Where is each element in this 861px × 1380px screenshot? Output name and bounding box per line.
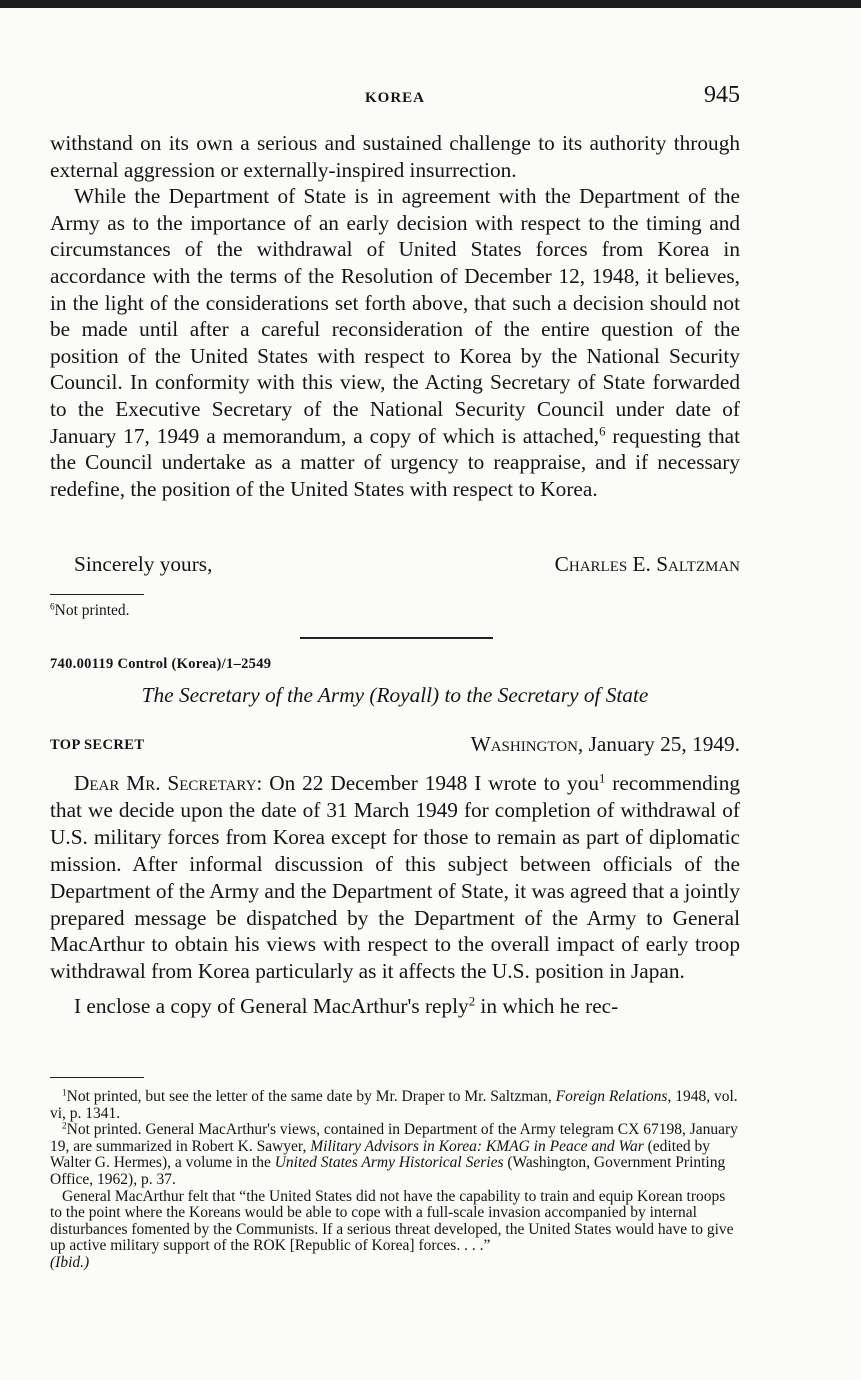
footnote-italic: United States Army Historical Series <box>274 1154 504 1172</box>
footnote-marker: 2 <box>62 1121 67 1132</box>
paragraph-text: I enclose a copy of General MacArthur's reply <box>74 994 469 1019</box>
paragraph <box>50 183 740 502</box>
footnote-6 <box>50 603 740 620</box>
paragraph <box>50 993 740 1020</box>
letter-body-2 <box>50 770 740 1020</box>
footnote-italic: Military Advisors in Korea: KMAG in Peace and War <box>310 1137 644 1155</box>
footnotes <box>50 1089 740 1272</box>
paragraph-text: recommending that we decide upon the date of 31 March 1949 for completion of withdrawal of U.S. military forces from Korea except for those to remain as part of diplomatic mission. After informal discussion of this subject between officials of the Department of the Army and the Department of State, it was agreed that a jointly prepared message be dispatched by the Department of the Army to General MacArthur to obtain his views with respect to the overall impact of early troop withdrawal from Korea particularly as it affects the U.S. position in Japan. <box>50 771 740 984</box>
letter-body <box>50 130 740 502</box>
signature: Charles E. Saltzman <box>554 552 740 576</box>
footnote-italic: Foreign Relations <box>555 1088 668 1105</box>
footnote-ref: 1 <box>598 771 606 786</box>
footnote-2-continued <box>50 1189 740 1255</box>
footnote-text: (edited by Walter G. Hermes), a volume in the <box>50 1137 711 1172</box>
footnote-ref: 2 <box>468 994 476 1009</box>
footnote-2 <box>50 1122 740 1188</box>
page-number: 945 <box>704 82 740 108</box>
salutation: Dear Mr. Secretary <box>74 771 257 795</box>
paragraph-text: While the Department of State is in agreement with the Department of the Army as to the importance of an early decision with respect to the timing and circumstances of the withdrawal of United States forces from Korea in accordance with the terms of the Resolution of December 12, 1948, it believes, in the light of the considerations set forth above, that such a decision should not be made until after a careful reconsideration of the entire question of the position of the United States with respect to Korea by the National Security Council. In conformity with this view, the Acting Secretary of State forwarded to the Executive Secretary of the National Security Council under date of January 17, 1949 a memorandum, a copy of which is attached, <box>50 184 740 448</box>
footnote-ref: 6 <box>599 423 606 438</box>
classification: TOP SECRET <box>50 737 145 753</box>
document-title: The Secretary of the Army (Royall) to the Secretary of State <box>141 683 649 707</box>
footnote-1 <box>50 1089 740 1122</box>
footnote-text: Not printed, but see the letter of the same date by Mr. Draper to Mr. Saltzman, <box>66 1088 552 1105</box>
footnote-text: Not printed. <box>54 602 130 619</box>
running-head: KOREA <box>364 90 425 106</box>
file-reference: 740.00119 Control (Korea)/1–2549 <box>50 656 272 672</box>
paragraph <box>50 770 740 985</box>
paragraph-text: in which he rec- <box>475 994 619 1019</box>
footnote-italic: (Ibid.) <box>50 1253 90 1271</box>
footnote-text: (Washington, Government Printing Office, 1962), p. 37. <box>50 1154 726 1188</box>
top-scan-edge <box>0 0 861 8</box>
footnote-marker: 6 <box>50 602 55 613</box>
footnote-text: Not printed. General MacArthur's views, contained in Department of the Army telegram CX 67198, January 19, are summarized in Robert K. Sawyer, <box>50 1121 738 1155</box>
section-divider <box>300 637 493 639</box>
dateline-place: Washington <box>470 732 578 756</box>
footnote-divider <box>50 594 144 595</box>
footnote-ibid <box>50 1255 740 1272</box>
footnote-divider <box>50 1077 144 1078</box>
footnote-text: , 1948, vol. vi, p. 1341. <box>50 1088 738 1122</box>
dateline <box>471 732 740 757</box>
dateline-date: , January 25, 1949. <box>577 732 740 756</box>
page-header <box>50 82 740 112</box>
closing: Sincerely yours, <box>74 552 213 576</box>
paragraph-text: requesting that the Council undertake as a matter of urgency to reappraise, and if necessary redefine, the position of the United States with respect to Korea. <box>50 423 741 501</box>
footnote-marker: 1 <box>62 1088 67 1099</box>
footnote-text: General MacArthur felt that “the United States did not have the capability to train and equip Korean troops to the point where the Koreans would be able to cope with a full-scale invasion accompanied by internal disturbances fomented by the Communists. If a serious threat developed, the United States would have to give up active military support of the ROK [Republic of Korea] forces. . . .” <box>50 1187 734 1255</box>
paragraph-text: : On 22 December 1948 I wrote to you <box>256 771 599 795</box>
continuation-paragraph: withstand on its own a serious and sustained challenge to its authority through external aggression or externally-inspired insurrection. <box>50 131 740 182</box>
